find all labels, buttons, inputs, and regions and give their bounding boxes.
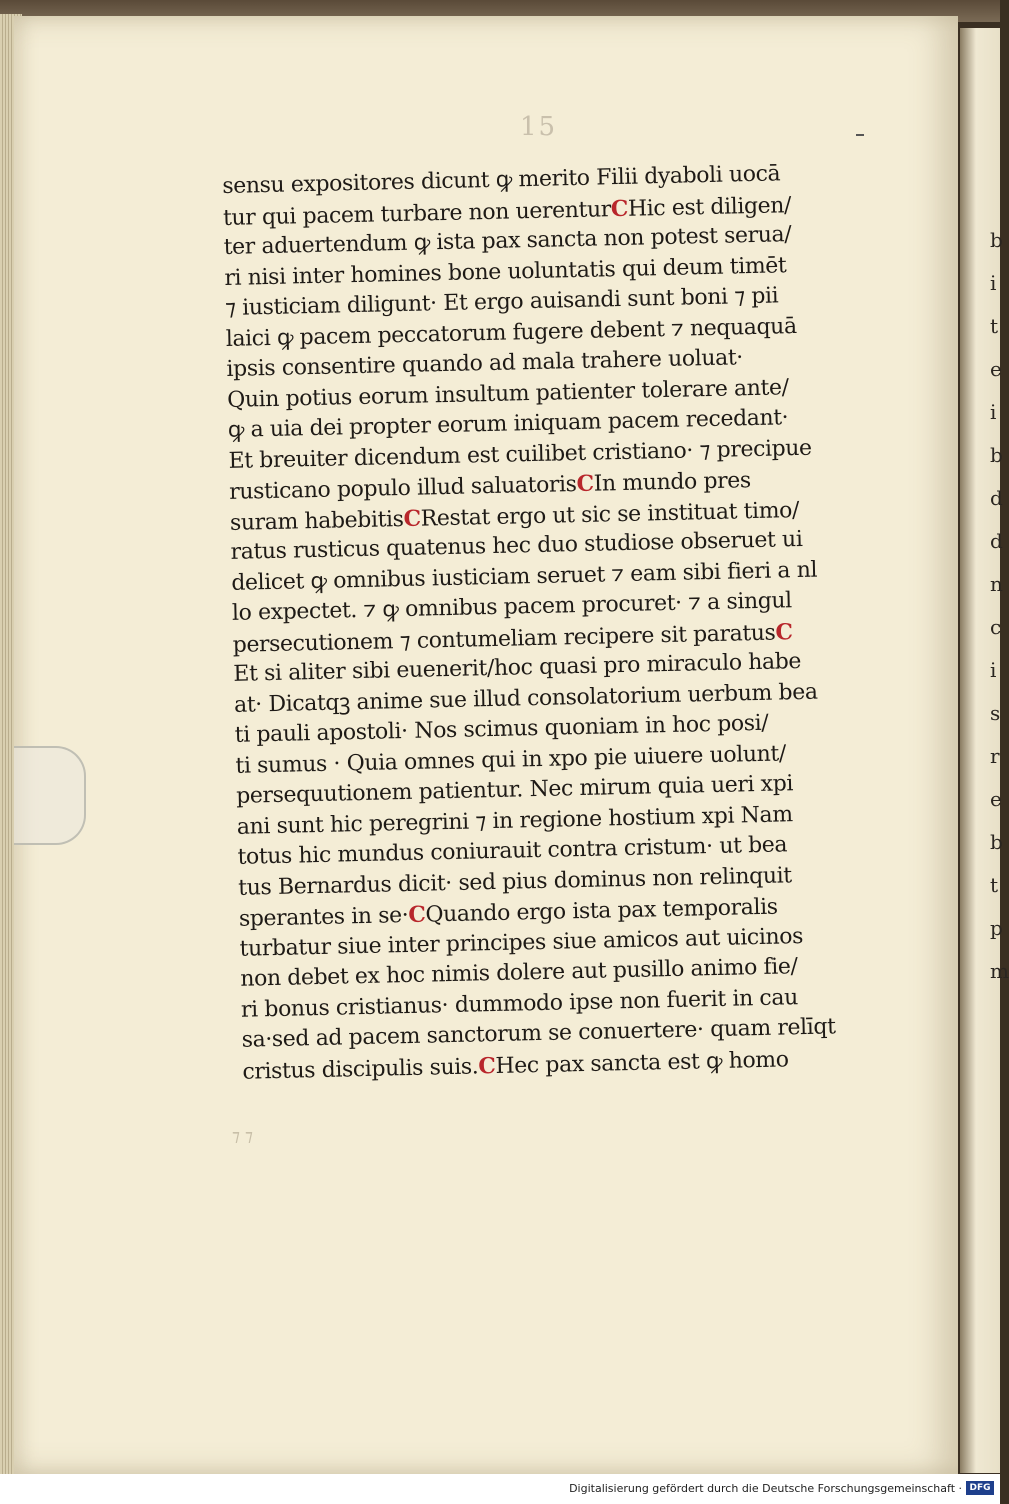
text-segment: persecutionem ⁊ contumeliam recipere sit paratus: [232, 620, 776, 658]
next-page-letter: p: [990, 916, 1003, 940]
rubric-mark: C: [403, 505, 421, 532]
next-page-letter: b: [990, 830, 1003, 854]
rubric-mark: C: [576, 470, 594, 498]
text-segment: ani sunt hic peregrini ⁊ in regione hostium xpi Nam: [236, 801, 793, 840]
text-segment: Hic est diligen/: [627, 192, 792, 222]
text-segment: lo expectet. ⁊ ꝙ omnibus pacem procuret· ⁊ a singul: [231, 588, 793, 626]
next-page-letter: t: [990, 873, 999, 897]
text-segment: ter aduertendum ꝙ ista pax sancta non potest serua/: [223, 222, 792, 260]
rubric-mark: C: [610, 195, 629, 222]
text-block: [222, 158, 873, 1117]
next-page-letter: t: [990, 314, 999, 338]
text-segment: Hec pax sancta est ꝙ homo: [495, 1046, 789, 1079]
next-page-letter: n: [990, 572, 1003, 596]
footer-bar: [0, 1474, 1000, 1504]
footer-credit: Digitalisierung gefördert durch die Deutsche Forschungsgemeinschaft ·: [569, 1482, 962, 1495]
text-segment: ri nisi inter homines bone uoluntatis qui deum timēt: [224, 252, 787, 291]
dfg-logo: DFG: [966, 1481, 994, 1495]
next-page-letter: i: [990, 271, 997, 295]
next-page-letter: e: [990, 357, 1002, 381]
folio-number: 15: [520, 112, 558, 142]
next-page-letter: d: [990, 529, 1003, 553]
rubric-mark: C: [478, 1052, 496, 1079]
next-page-letter: r: [990, 744, 1000, 768]
text-segment: ꝙ a uia dei propter eorum iniquam pacem recedant·: [227, 405, 789, 443]
text-segment: turbatur siue inter principes siue amicos aut uicinos: [239, 923, 804, 962]
text-segment: Et si aliter sibi euenerit/hoc quasi pro miraculo habe: [233, 648, 802, 687]
next-page-letter: i: [990, 400, 997, 424]
text-segment: non debet ex hoc nimis dolere aut pusillo animo fie/: [240, 954, 798, 992]
text-segment: persequutionem patientur. Nec mirum quia ueri xpi: [235, 771, 794, 809]
text-segment: Restat ergo ut sic se instituat timo/: [420, 497, 800, 532]
text-segment: sensu expositores dicunt ꝙ merito Filii dyaboli uocā: [222, 161, 781, 199]
rubric-mark: C: [408, 901, 426, 928]
text-segment: rusticano populo illud saluatoris: [228, 472, 577, 505]
text-segment: In mundo pres: [593, 468, 752, 497]
next-page-edge: [960, 28, 1009, 1473]
next-page-letter: m: [990, 959, 1009, 983]
text-segment: laici ꝙ pacem peccatorum fugere debent ⁊ nequaquā: [225, 313, 797, 352]
page-mark: [856, 134, 864, 136]
next-page-letter: b: [990, 443, 1003, 467]
text-segment: totus hic mundus coniurauit contra cristum· ut bea: [237, 832, 788, 870]
rubric-mark: C: [775, 618, 793, 646]
next-page-letter: e: [990, 787, 1002, 811]
text-segment: sa·sed ad pacem sanctorum se conuertere· quam relīqt: [241, 1014, 836, 1053]
page-clip: [14, 746, 86, 845]
text-segment: ti sumus · Quia omnes qui in xpo pie uiuere uolunt/: [235, 740, 787, 779]
text-segment: suram habebitis: [229, 506, 404, 536]
text-segment: delicet ꝙ omnibus iusticiam seruet ⁊ eam sibi fieri a nl: [231, 557, 818, 596]
text-segment: ti pauli apostoli· Nos scimus quoniam in hoc posi/: [234, 710, 769, 748]
text-segment: Quin potius eorum insultum patienter tolerare ante/: [226, 374, 789, 413]
next-page-letter: d: [990, 486, 1003, 510]
text-segment: ri bonus cristianus· dummodo ipse non fuerit in cau: [240, 984, 799, 1023]
text-segment: sperantes in se·: [238, 902, 409, 932]
text-segment: ratus rusticus quatenus hec duo studiose obseruet ui: [230, 526, 803, 565]
text-segment: tur qui pacem turbare non uerentur: [222, 196, 612, 231]
text-segment: ⁊ iusticiam diligunt· Et ergo auisandi sunt boni ⁊ pii: [224, 283, 779, 321]
next-page-letter: i: [990, 658, 997, 682]
text-segment: at· Dicatqꝫ anime sue illud consolatorium uerbum bea: [233, 679, 818, 718]
text-segment: Quando ergo ista pax temporalis: [425, 894, 778, 928]
next-page-letter: s: [990, 701, 1001, 725]
text-segment: cristus discipulis suis.: [242, 1053, 479, 1085]
text-segment: tus Bernardus dicit· sed pius dominus non relinquit: [237, 862, 792, 901]
next-page-letter: b: [990, 228, 1003, 252]
bleed-mark: ⁊ ⁊: [232, 1126, 253, 1145]
text-segment: Et breuiter dicendum est cuilibet cristiano· ⁊ precipue: [228, 435, 812, 474]
text-segment: ipsis consentire quando ad mala trahere uoluat·: [226, 345, 744, 382]
next-page-letter: c: [990, 615, 1002, 639]
